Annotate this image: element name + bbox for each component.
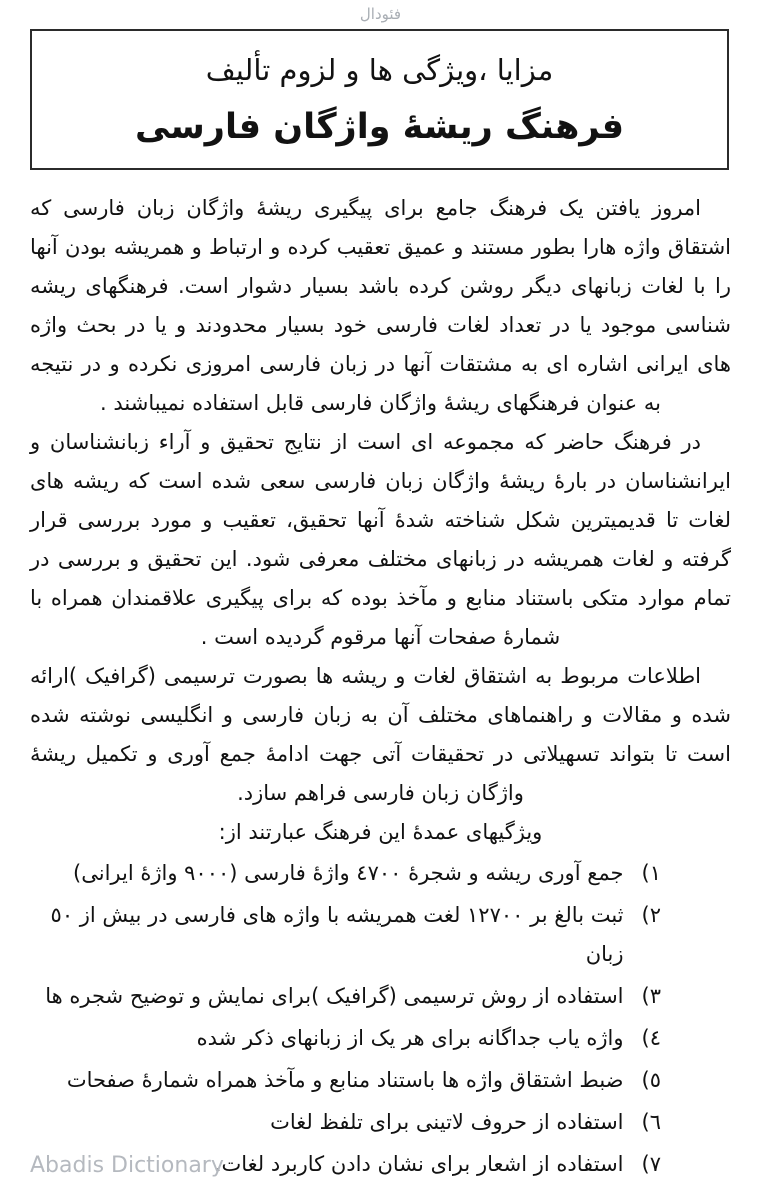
list-item-text: استفاده از اشعار برای نشان دادن کاربرد لغات. (214, 1152, 624, 1176)
list-item-number: ۷) (641, 1152, 661, 1176)
list-item (30, 1019, 661, 1058)
list-item-number: ٦) (641, 1110, 661, 1134)
list-item-number: ٤) (641, 1026, 661, 1050)
list-item (30, 896, 661, 974)
page-title: فرهنگ ریشۀ واژگان فارسی (134, 106, 625, 147)
list-item-text: واژه یاب جداگانه برای هر یک از زبانهای ذکر شده (196, 1026, 624, 1050)
footer-brand: Abadis Dictionary (30, 1153, 224, 1178)
list-item-number: ٥) (641, 1068, 661, 1092)
title-subtitle: مزایا ،ویژگی ها و لزوم تألیف (205, 52, 554, 87)
list-item (30, 1061, 661, 1100)
paragraph-3: اطلاعات مربوط به اشتقاق لغات و ریشه ها بصورت ترسیمی (گرافیک )ارائه شده و مقالات و راهنماهای مختلف آن به زبان فارسی و انگلیسی نوشته شده است تا بتواند تسهیلاتی در تحقیقات آتی جهت ادامۀ جمع آوری و تکمیل ریشۀ واژگان زبان فارسی فراهم سازد. (30, 664, 731, 805)
features-intro: ویژگیهای عمدۀ این فرهنگ عبارتند از: (218, 820, 543, 844)
document-body (30, 189, 731, 1187)
list-item-text: استفاده از روش ترسیمی (گرافیک )برای نمایش و توضیح شجره ها (45, 984, 624, 1008)
list-item-text: استفاده از حروف لاتینی برای تلفظ لغات (270, 1110, 624, 1134)
list-item (30, 1103, 661, 1142)
list-item-number: ۳) (641, 984, 661, 1008)
features-list (30, 854, 731, 1184)
list-item-text: جمع آوری ریشه و شجرۀ ٤٧٠٠ واژۀ فارسی (۹۰۰۰ واژۀ ایرانی) (73, 861, 624, 885)
list-item (30, 977, 661, 1016)
title-box (30, 29, 729, 170)
list-item-text: ثبت بالغ بر ۱۲۷۰۰ لغت همریشه با واژه های فارسی در بیش از ٥٠ زبان (50, 903, 624, 966)
list-item-number: ۲) (641, 903, 661, 927)
paragraph-2: در فرهنگ حاضر که مجموعه ای است از نتایج تحقیق و آراء زبانشناسان و ایرانشناسان در بارۀ ریشۀ واژگان زبان فارسی سعی شده است که ریشه های لغات تا قدیمیترین شکل شناخته شدۀ آنها تحقیق، تعقیب و مورد بررسی قرار گرفته و لغات همریشه در زبانهای مختلف معرفی شود. این تحقیق و بررسی در تمام موارد متکی باستناد منابع و مآخذ بوده که برای پیگیری علاقمندان همراه با شمارۀ صفحات آنها مرقوم گردیده است . (30, 430, 731, 649)
list-item-text: ضبط اشتقاق واژه ها باستناد منابع و مآخذ همراه شمارۀ صفحات (66, 1068, 624, 1092)
list-item-number: ۱) (641, 861, 661, 885)
list-item (30, 854, 661, 893)
watermark-top: فئودال (359, 5, 402, 23)
paragraph-1: امروز یافتن یک فرهنگ جامع برای پیگیری ریشۀ واژگان زبان فارسی که اشتقاق واژه هارا بطور مستند و عمیق تعقیب کرده و ارتباط و همریشه بودن آنها را با لغات زبانهای دیگر روشن کرده باشد بسیار دشوار است. فرهنگهای ریشه شناسی موجود یا در تعداد لغات فارسی خود بسیار محدودند و یا در بحث واژه های ایرانی اشاره ای به مشتقات آنها در زبان فارسی امروزی نکرده و در نتیجه به عنوان فرهنگهای ریشۀ واژگان فارسی قابل استفاده نمیباشند . (30, 196, 731, 415)
